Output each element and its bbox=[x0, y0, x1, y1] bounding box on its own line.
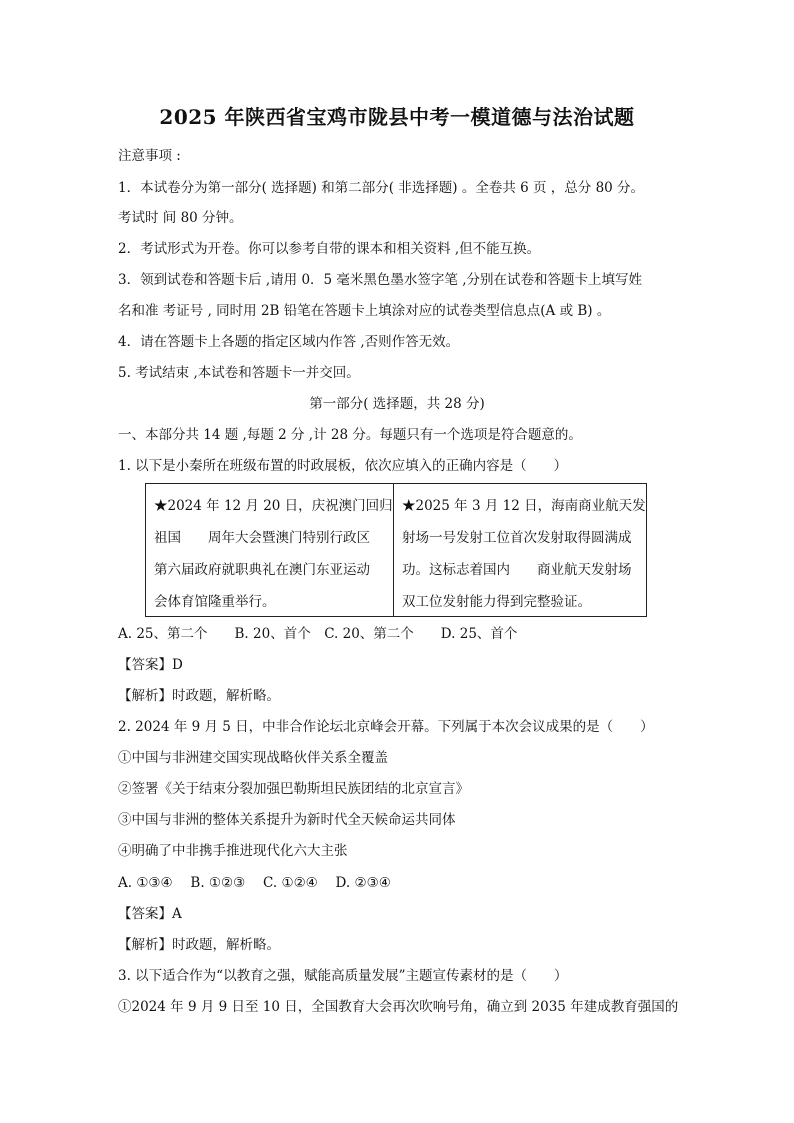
part1-heading: 第一部分( 选择题，共 28 分) bbox=[309, 396, 485, 412]
question-1-analysis: 【解析】时政题，解析略。 bbox=[118, 688, 280, 704]
question-2-item: ①中国与非洲建交国实现战略伙伴关系全覆盖 bbox=[118, 750, 388, 766]
question-2-options: A. ①③④ B. ①②③ C. ①②④ D. ②③④ bbox=[118, 875, 391, 891]
question-3-item: ①2024 年 9 月 9 日至 10 日，全国教育大会再次吹响号角，确立到 2035 年建成教育强国的 bbox=[118, 999, 679, 1015]
news-line: ★2025 年 3 月 12 日，海南商业航天发 bbox=[402, 498, 646, 514]
question-2-item: ③中国与非洲的整体关系提升为新时代全天候命运共同体 bbox=[118, 812, 456, 828]
notice-item: 4．请在答题卡上各题的指定区域内作答 ,否则作答无效。 bbox=[118, 334, 460, 350]
question-2-answer: 【答案】A bbox=[118, 906, 182, 922]
question-2-item: ④明确了中非携手推进现代化六大主张 bbox=[118, 843, 348, 859]
news-line: 会体育馆隆重举行。 bbox=[154, 594, 276, 610]
news-line: 第六届政府就职典礼在澳门东亚运动 bbox=[154, 562, 370, 578]
question-1-stem: 1. 以下是小秦所在班级布置的时政展板，依次应填入的正确内容是（ ） bbox=[118, 458, 568, 474]
question-3-stem: 3. 以下适合作为“以教育之强，赋能高质量发展”主题宣传素材的是（ ） bbox=[118, 968, 568, 984]
notice-heading: 注意事项 : bbox=[118, 148, 181, 164]
page-title: 2025 年陕西省宝鸡市陇县中考一模道德与法治试题 bbox=[159, 105, 635, 129]
news-line: ★2024 年 12 月 20 日，庆祝澳门回归 bbox=[154, 498, 393, 514]
notice-item: 2．考试形式为开卷。你可以参考自带的课本和相关资料 ,但不能互换。 bbox=[118, 241, 541, 257]
news-line: 祖国 周年大会暨澳门特别行政区 bbox=[154, 530, 370, 546]
news-board-table bbox=[145, 483, 647, 617]
notice-item: 5. 考试结束 ,本试卷和答题卡一并交回。 bbox=[118, 365, 360, 381]
news-board-cell-left bbox=[146, 484, 394, 616]
question-1-answer: 【答案】D bbox=[118, 657, 183, 673]
notice-item: 考试时 间 80 分钟。 bbox=[118, 210, 243, 226]
question-2-item: ②签署《关于结束分裂加强巴勒斯坦民族团结的北京宣言》 bbox=[118, 781, 469, 797]
news-board-cell-right bbox=[394, 484, 646, 616]
question-2-analysis: 【解析】时政题，解析略。 bbox=[118, 937, 280, 953]
notice-item: 1．本试卷分为第一部分( 选择题) 和第二部分( 非选择题) 。全卷共 6 页 ，总分 80 分。 bbox=[118, 180, 645, 196]
news-line: 功。这标志着国内 商业航天发射场 bbox=[402, 562, 632, 578]
news-line: 双工位发射能力得到完整验证。 bbox=[402, 594, 591, 610]
question-2-stem: 2. 2024 年 9 月 5 日，中非合作论坛北京峰会开幕。下列属于本次会议成果的是（ ） bbox=[118, 719, 654, 735]
notice-item: 3．领到试卷和答题卡后 ,请用 0．5 毫米黑色墨水签字笔 ,分别在试卷和答题卡上填写姓 bbox=[118, 272, 643, 288]
part1-instruction: 一、本部分共 14 题 ,每题 2 分 ,计 28 分。每题只有一个选项是符合题意的。 bbox=[118, 427, 582, 443]
notice-item: 名和准 考证号 , 同时用 2B 铅笔在答题卡上填涂对应的试卷类型信息点(A 或 B) 。 bbox=[118, 303, 611, 319]
news-line: 射场一号发射工位首次发射取得圆满成 bbox=[402, 530, 632, 546]
question-1-options: A. 25、第二个 B. 20、首个 C. 20、第二个 D. 25、首个 bbox=[118, 626, 518, 642]
